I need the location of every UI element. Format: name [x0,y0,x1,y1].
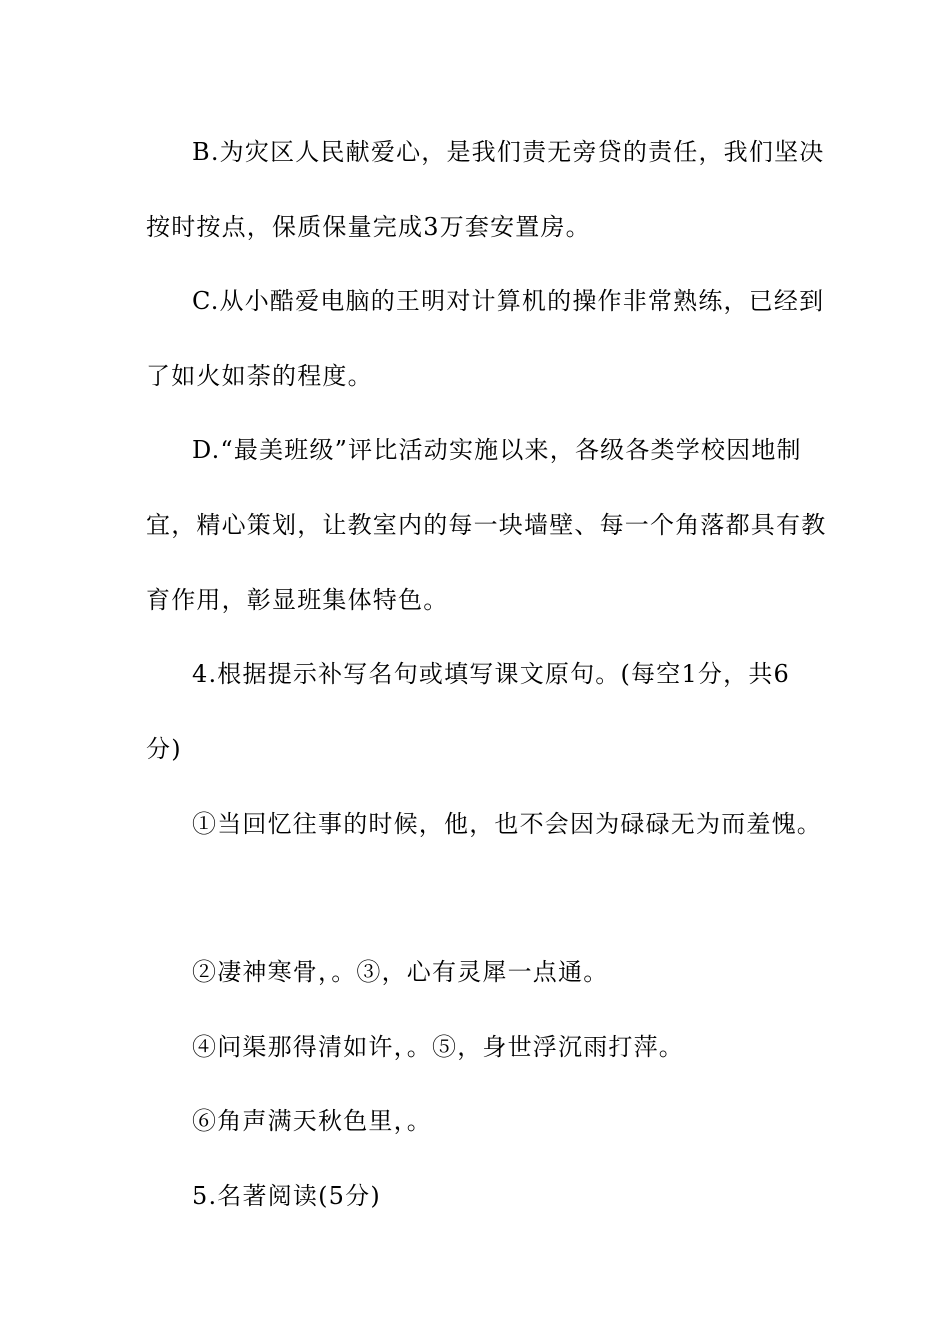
option-d-line-1: D.“最美班级”评比活动实施以来，各级各类学校因地制 [192,436,802,464]
question-5-heading: 5.名著阅读(5分) [192,1182,381,1210]
blank-item-6: ⑥角声满天秋色里，。 [192,1107,432,1135]
option-b-line-2: 按时按点，保质保量完成3万套安置房。 [146,213,591,241]
option-d-line-3: 育作用，彰显班集体特色。 [146,586,449,614]
question-4-line-1: 4.根据提示补写名句或填写课文原句。(每空1分，共6 [192,660,790,688]
blank-item-1: ①当回忆往事的时候，他，也不会因为碌碌无为而羞愧。 [192,810,822,838]
blank-items-4-5: ④问渠那得清如许，。⑤，身世浮沉雨打萍。 [192,1033,684,1061]
option-c-line-1: C.从小酷爱电脑的王明对计算机的操作非常熟练，已经到 [192,287,825,315]
option-b-line-1: B.为灾区人民献爱心，是我们责无旁贷的责任，我们坚决 [192,138,825,166]
question-4-line-2: 分) [146,735,182,763]
option-d-line-2: 宜，精心策划，让教室内的每一块墙壁、每一个角落都具有教 [146,511,827,539]
option-c-line-2: 了如火如荼的程度。 [146,362,373,390]
blank-items-2-3: ②凄神寒骨，。③，心有灵犀一点通。 [192,958,609,986]
